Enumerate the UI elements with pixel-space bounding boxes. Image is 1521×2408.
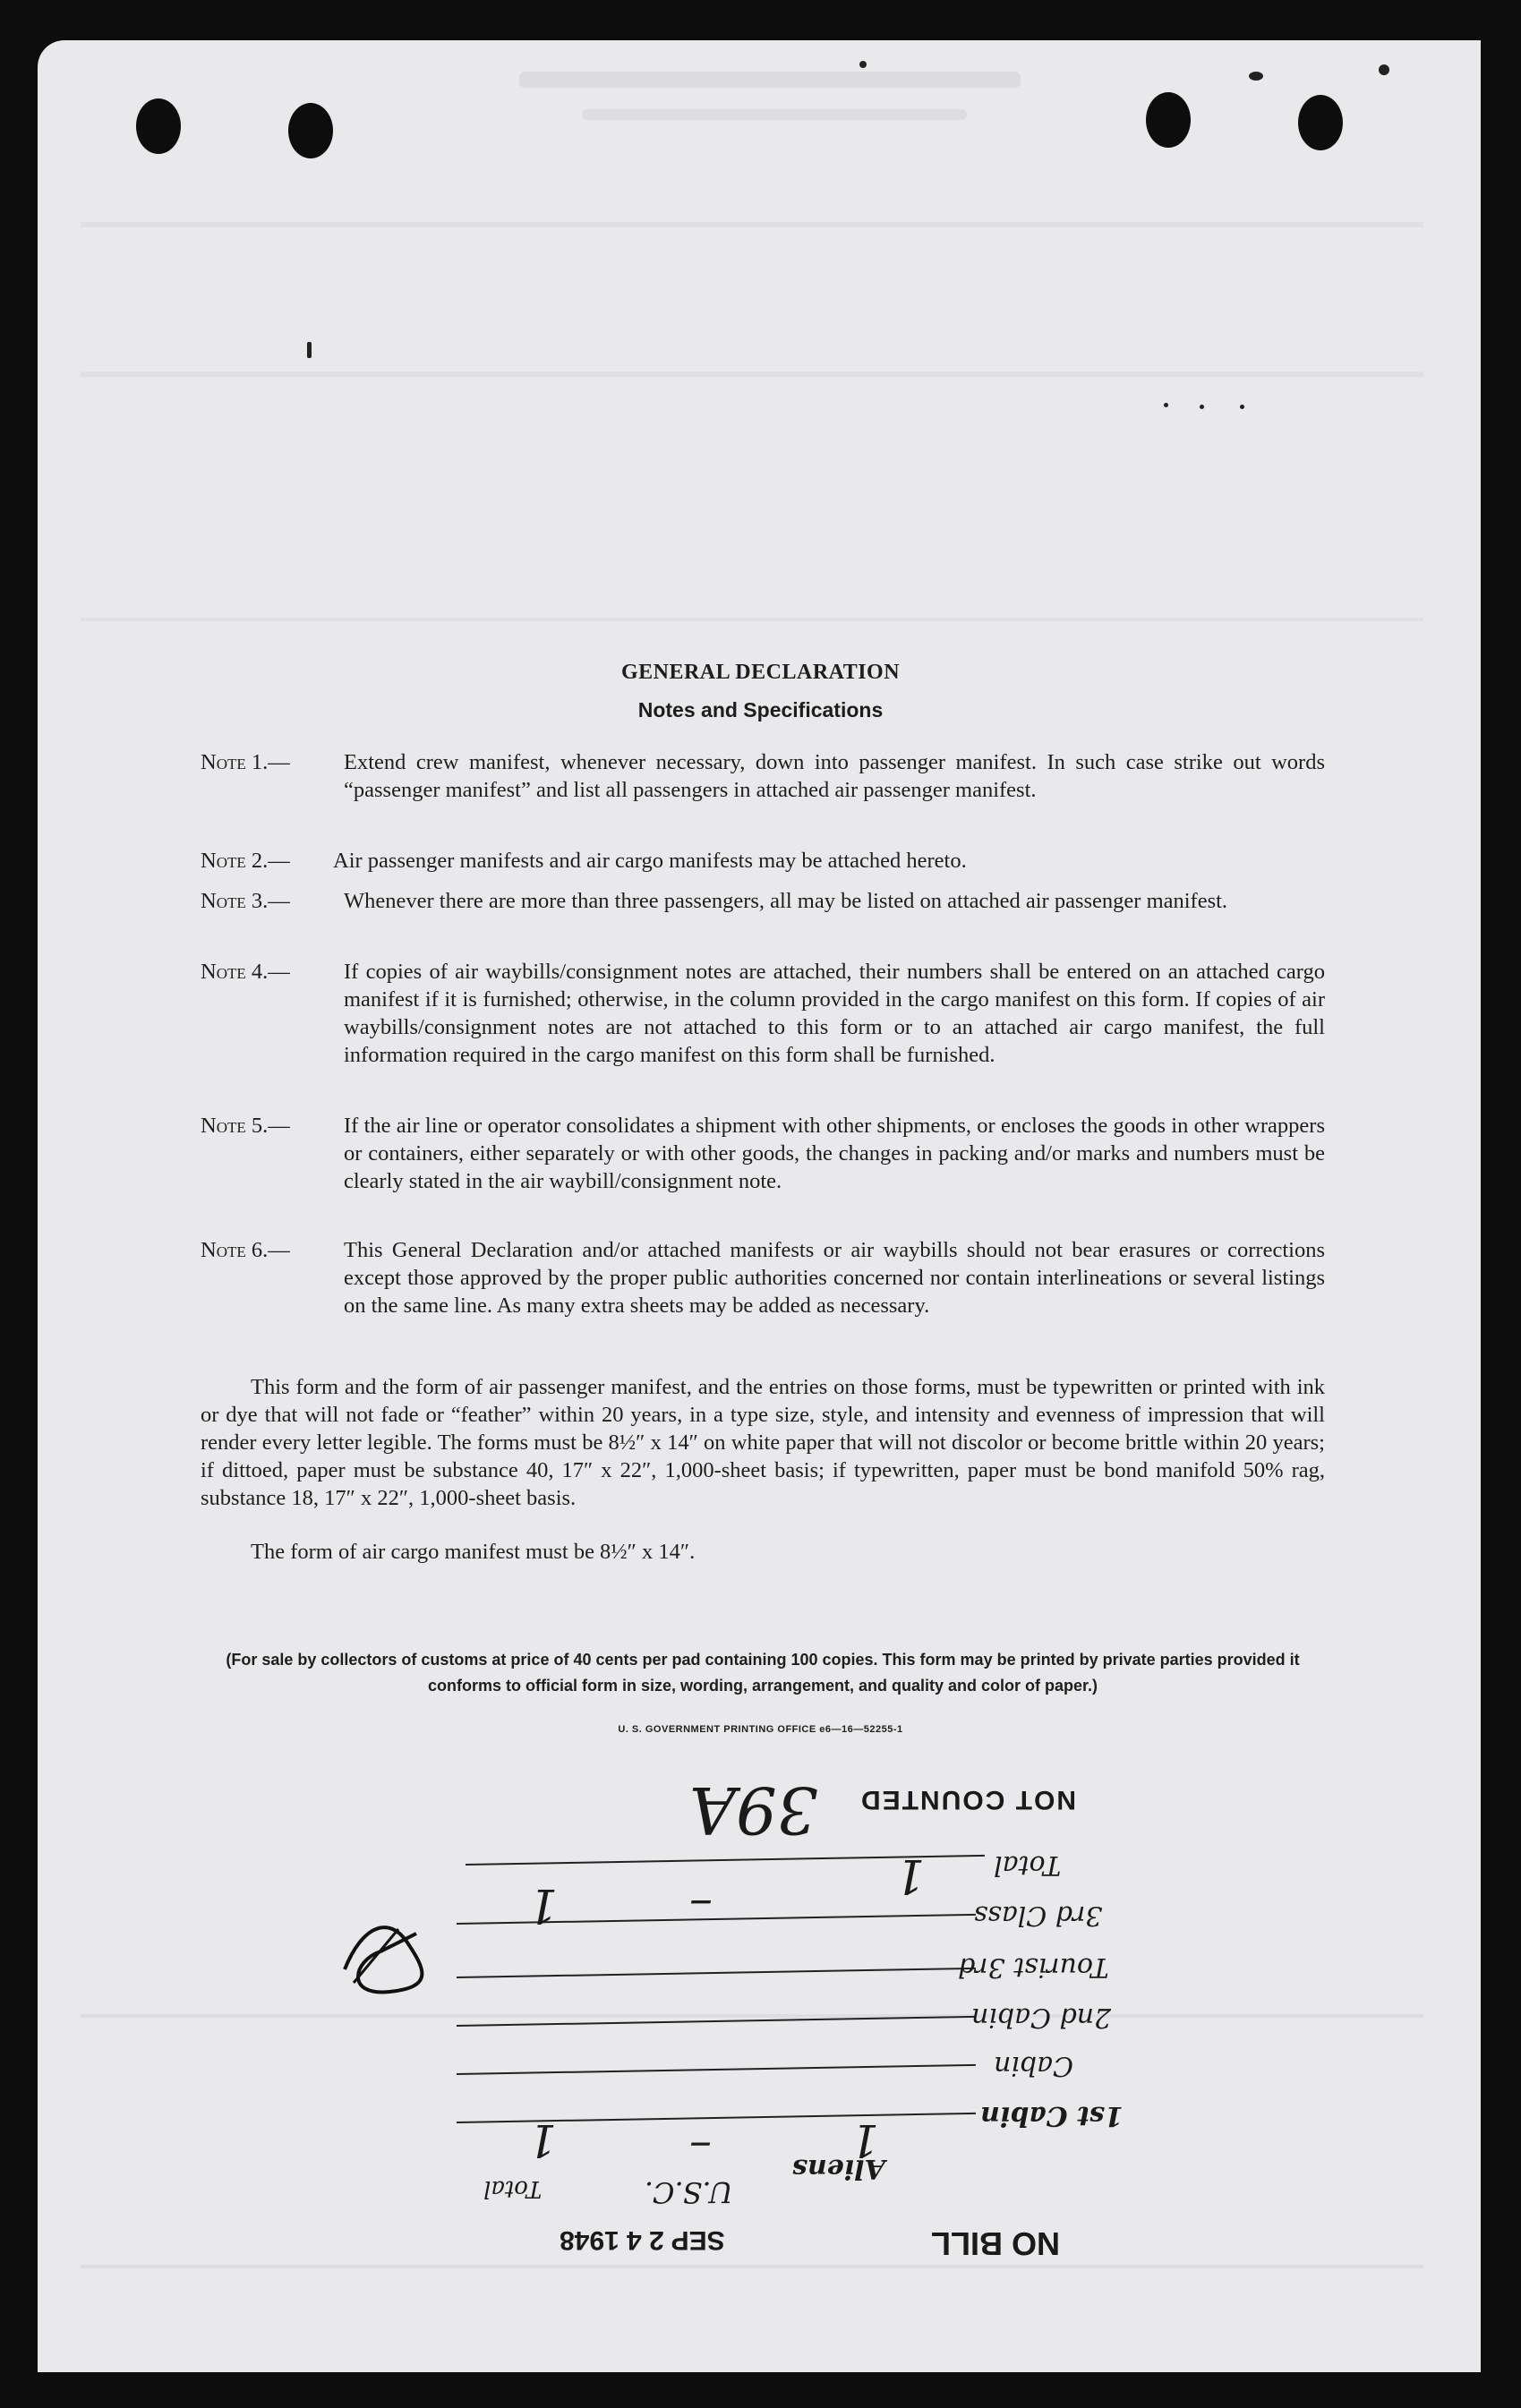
speck (307, 342, 312, 358)
cargo-size-requirement: The form of air cargo manifest must be 8½″ x 14″. (251, 1540, 696, 1564)
note-text: Whenever there are more than three passengers, all may be listed on attached air passenger manifest. (344, 889, 1228, 913)
note-label: Note 4.— (201, 960, 290, 984)
note-label: Note 1.— (201, 750, 290, 774)
bleed-through (81, 371, 1423, 377)
document-page (38, 40, 1481, 2372)
speck (1164, 403, 1168, 407)
document-subtitle: Notes and Specifications (637, 698, 884, 722)
tally-mark: 1 (895, 1849, 926, 1902)
note-text: This General Declaration and/or attached manifests or air waybills should not bear erasures or corrections except those approved by the proper public authorities concerned nor contain interlineations or several listings on the same line. As many extra sheets may be added as necessary. (344, 1238, 1325, 1318)
tally-label-3rd-class: 3rd Class (974, 1900, 1103, 1931)
handwritten-initials (336, 1907, 452, 2005)
punch-hole (1298, 95, 1343, 150)
tally-mark: – (689, 1878, 713, 1932)
speck (1379, 64, 1389, 75)
no-bill-stamp: NO BILL (931, 2225, 1060, 2262)
tally-mark: 1 (528, 1878, 559, 1932)
note-label: Note 5.— (201, 1114, 290, 1138)
sale-notice: (For sale by collectors of customs at price of 40 cents per pad containing 100 copies. This form may be printed by private parties provided it conforms to official form in size, wording, arrangement, and quality and color of paper.) (226, 1651, 1300, 1695)
reference-number: 39A (689, 1772, 818, 1848)
tally-mark: 1 (528, 2114, 557, 2166)
note-4 (201, 958, 1325, 1069)
printing-office-imprint: U. S. GOVERNMENT PRINTING OFFICE e6—16—52255-1 (618, 1724, 903, 1735)
usc-column-label: U.S.C. (645, 2175, 733, 2209)
aliens-column-label: Aliens (792, 2153, 885, 2184)
speck (1240, 405, 1244, 409)
note-3 (201, 887, 1325, 915)
tally-label-total: Total (994, 1849, 1062, 1881)
tally-label-1st-cabin: 1st Cabin (980, 2100, 1124, 2131)
date-stamp: SEP 2 4 1948 (560, 2225, 725, 2255)
speck (1249, 72, 1263, 81)
tally-label-cabin: Cabin (994, 2050, 1073, 2081)
note-1 (201, 748, 1325, 804)
note-6 (201, 1236, 1325, 1319)
tally-label-2nd-cabin: 2nd Cabin (971, 2002, 1112, 2033)
tally-mark: – (689, 2122, 712, 2173)
not-counted-stamp: NOT COUNTED (859, 1785, 1076, 1815)
note-5 (201, 1112, 1325, 1195)
note-label: Note 3.— (201, 889, 290, 913)
speck (859, 61, 867, 68)
bleed-through (582, 109, 967, 120)
speck (1200, 405, 1204, 409)
punch-hole (136, 98, 181, 154)
bleed-through (519, 72, 1021, 88)
note-2 (201, 847, 1325, 875)
note-text: If the air line or operator consolidates a shipment with other shipments, or encloses the goods in other wrappers or containers, either separately or with other goods, the changes in packing and/or marks and numbers must be clearly stated in the air waybill/consignment note. (344, 1114, 1325, 1193)
bleed-through (81, 2265, 1423, 2268)
note-text: Extend crew manifest, whenever necessary, down into passenger manifest. In such case strike out words “passenger manifest” and list all passengers in attached air passenger manifest. (344, 750, 1325, 802)
note-label: Note 6.— (201, 1238, 290, 1262)
note-text: If copies of air waybills/consignment notes are attached, their numbers shall be entered on an attached cargo manifest if it is furnished; otherwise, in the column provided in the cargo manifest on this form. If copies of air waybills/consignment notes are not attached to this form or to an attached air cargo manifest, the full information required in the cargo manifest on this form shall be furnished. (344, 960, 1325, 1067)
requirements-paragraph: This form and the form of air passenger manifest, and the entries on those forms, must be typewritten or printed with ink or dye that will not fade or “feather” within 20 years, in a type size, style, and intensity and evenness of impression that will render every letter legible. The forms must be 8½″ x 14″ on white paper that will not discolor or become brittle within 20 years; if dittoed, paper must be substance 40, 17″ x 22″, 1,000-sheet basis; if typewritten, paper must be bond manifold 50% rag, substance 18, 17″ x 22″, 1,000-sheet basis. (201, 1375, 1325, 1510)
tally-label-tourist-3rd: Tourist 3rd (958, 1951, 1109, 1983)
punch-hole (288, 103, 333, 158)
document-title: GENERAL DECLARATION (620, 661, 901, 684)
bleed-through (81, 222, 1423, 227)
punch-hole (1146, 92, 1191, 148)
total-column-label: Total (483, 2175, 543, 2202)
tally-mark: 1 (850, 2114, 879, 2166)
bleed-through (81, 618, 1423, 621)
note-label: Note 2.— (201, 849, 290, 873)
note-text: Air passenger manifests and air cargo manifests may be attached hereto. (333, 849, 967, 873)
bleed-through (81, 2014, 1423, 2018)
